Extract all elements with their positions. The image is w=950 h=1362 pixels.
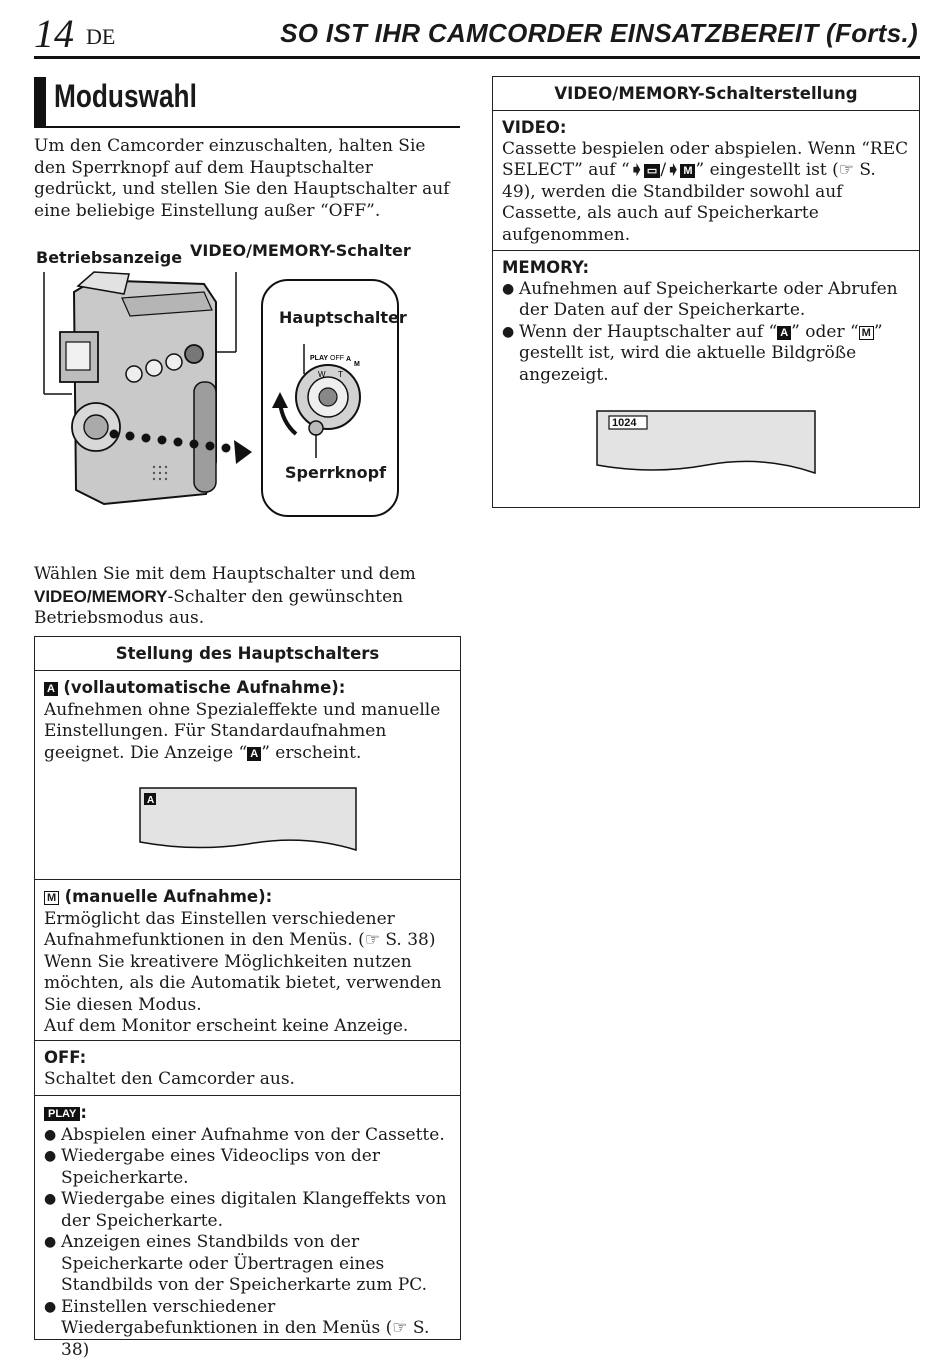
- play-list: [44, 1125, 451, 1362]
- instruction-post: -Schalter den gewünschten Betriebsmodus aus.: [34, 586, 404, 628]
- page-number: 14: [34, 11, 74, 56]
- dial-a-label: A: [346, 356, 352, 363]
- dial-off-label: OFF: [330, 355, 344, 362]
- row-manual-text-3: Auf dem Monitor erscheint keine Anzeige.: [44, 1016, 409, 1036]
- table-hauptschalter-header: Stellung des Hauptschalters: [35, 637, 460, 671]
- list-item: ● Wiedergabe eines Videoclips von der Speicherkarte.: [44, 1146, 451, 1189]
- section-title-bar: [34, 77, 46, 127]
- row-off-text: Schaltet den Camcorder aus.: [44, 1068, 295, 1089]
- row-play-colon: :: [80, 1103, 87, 1122]
- dial-m-label: M: [354, 361, 360, 368]
- auto-inline-icon-2: A: [777, 326, 791, 340]
- memory-screen-display: [593, 409, 819, 475]
- label-betriebsanzeige: Betriebsanzeige: [36, 248, 183, 267]
- label-sperrknopf: Sperrknopf: [285, 463, 387, 482]
- row-off-title: OFF:: [44, 1048, 87, 1067]
- memory-item-2-b: ” oder “: [791, 321, 859, 342]
- header-rule: [34, 56, 920, 59]
- row-video-text-2: ” eingestellt ist (☞ S. 49), werden die Standbilder sowohl auf Cassette, als auch auf Speicherkarte aufgenommen.: [502, 160, 876, 245]
- table-hauptschalter: [34, 636, 461, 1360]
- row-video: [493, 111, 919, 251]
- auto-inline-icon: A: [247, 747, 261, 761]
- manual-inline-icon: M: [859, 326, 874, 340]
- intro-paragraph: Um den Camcorder einzuschalten, halten Sie den Sperrknopf auf dem Hauptschalter gedrückt, und stellen Sie den Hauptschalter auf eine beliebige Einstellung außer “OFF”.: [34, 136, 450, 221]
- row-video-slash: /: [660, 160, 667, 180]
- memory-list: [502, 279, 910, 387]
- row-play: [35, 1096, 460, 1360]
- instruction-pre: Wählen Sie mit dem Hauptschalter und dem: [34, 564, 416, 584]
- label-video-memory-schalter: VIDEO/MEMORY-Schalter: [190, 241, 411, 260]
- list-item: ● Aufnehmen auf Speicherkarte oder Abrufen der Daten auf der Speicherkarte.: [502, 279, 910, 322]
- tape-icon: ▭: [644, 164, 660, 178]
- auto-screen-icon: A: [147, 795, 155, 806]
- row-manual-title: (manuelle Aufnahme):: [64, 887, 273, 906]
- auto-screen-display: [134, 786, 360, 852]
- list-item: ● Einstellen verschiedener Wiedergabefunktionen in den Menüs (☞ S. 38): [44, 1297, 451, 1362]
- list-item: ● Wiedergabe eines digitalen Klangeffekts von der Speicherkarte.: [44, 1189, 451, 1232]
- row-manual: [35, 880, 460, 1041]
- camcorder-illustration: [34, 262, 474, 530]
- dial-t-label: T: [338, 370, 343, 379]
- row-memory: [493, 251, 919, 508]
- section-title: Moduswahl: [54, 78, 197, 114]
- row-memory-title: MEMORY:: [502, 258, 590, 277]
- play-mode-icon: PLAY: [44, 1107, 80, 1121]
- row-manual-text-2: Wenn Sie kreativere Möglichkeiten nutzen möchten, als die Automatik bietet, verwenden Sie diesen Modus.: [44, 951, 442, 1015]
- memory-icon: M: [680, 164, 695, 178]
- label-hauptschalter: Hauptschalter: [279, 308, 407, 327]
- row-auto-text: [44, 700, 451, 765]
- row-video-text-1: Cassette bespielen oder abspielen. Wenn “REC SELECT” auf “: [502, 138, 909, 180]
- table-video-memory: [492, 76, 920, 508]
- arrow-icon: ➧: [629, 160, 644, 180]
- dial-w-label: W: [318, 370, 326, 379]
- row-off: [35, 1041, 460, 1096]
- list-item: ● Abspielen einer Aufnahme von der Cassette.: [44, 1125, 451, 1147]
- row-auto-text-1: Aufnehmen ohne Spezialeffekte und manuelle Einstellungen. Für Standardaufnahmen geeignet. Die Anzeige “: [44, 699, 441, 763]
- auto-mode-icon: A: [44, 682, 58, 696]
- row-auto-text-2: ” erscheint.: [261, 742, 362, 763]
- arrow-icon-2: ➧: [666, 160, 681, 180]
- row-video-text: [502, 139, 910, 247]
- row-manual-text-1: Ermöglicht das Einstellen verschiedener Aufnahmefunktionen in den Menüs. (☞ S. 38): [44, 908, 436, 950]
- manual-mode-icon: M: [44, 891, 59, 905]
- page-header-title: SO IST IHR CAMCORDER EINSATZBEREIT (Forts.): [280, 18, 918, 48]
- memory-item-2-c: ” gestellt ist, wird die aktuelle Bildgröße angezeigt.: [519, 321, 883, 385]
- row-auto: [35, 671, 460, 880]
- row-auto-title: (vollautomatische Aufnahme):: [63, 678, 346, 697]
- dial-play-label: PLAY: [310, 355, 329, 362]
- page-language: DE: [86, 24, 116, 49]
- list-item: ● Anzeigen eines Standbilds von der Speicherkarte oder Übertragen eines Standbilds von der Speicherkarte zum PC.: [44, 1232, 451, 1297]
- table-video-memory-header: VIDEO/MEMORY-Schalterstellung: [493, 77, 919, 111]
- section-title-rule: [34, 126, 460, 128]
- list-item: [502, 322, 910, 387]
- row-video-title: VIDEO:: [502, 118, 567, 137]
- memory-screen-value: 1024: [612, 417, 637, 429]
- instruction-bold: VIDEO/MEMORY: [34, 586, 168, 606]
- instruction-paragraph: [34, 564, 459, 630]
- memory-item-2-a: Wenn der Hauptschalter auf “: [519, 321, 778, 342]
